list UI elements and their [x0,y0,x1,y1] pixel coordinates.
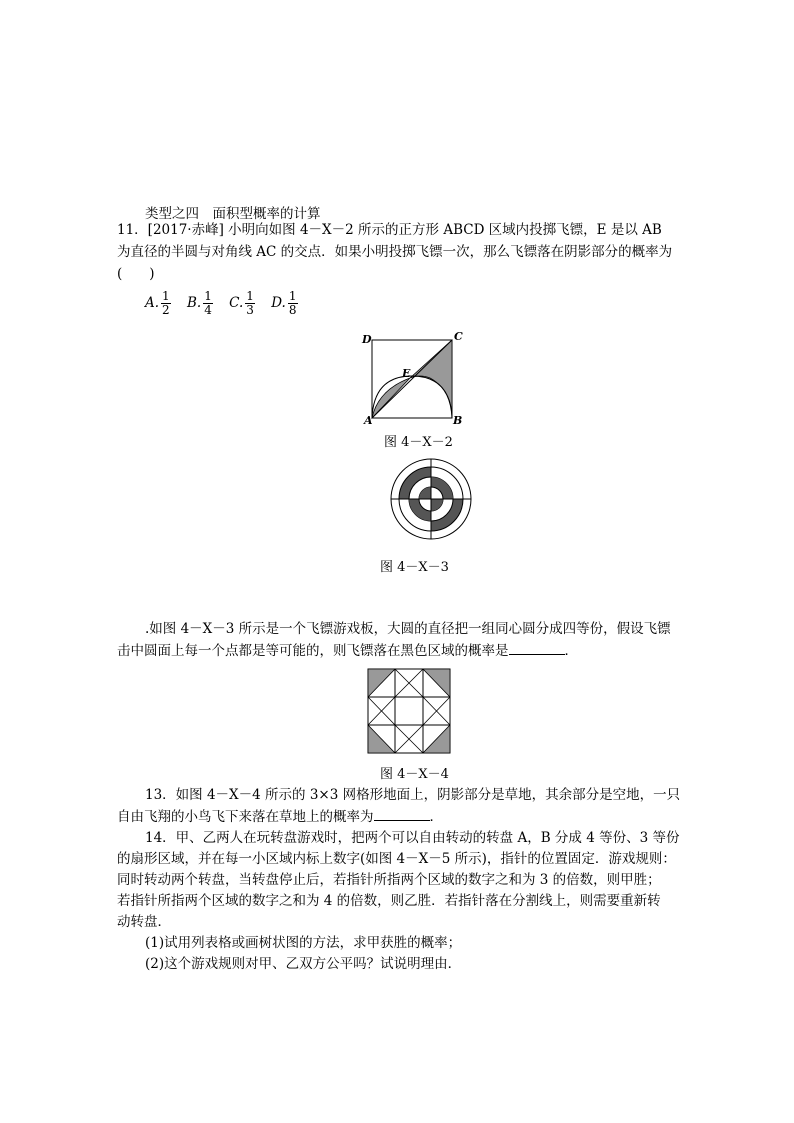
q11-line1: 11．[2017·赤峰] 小明向如图 4－X－2 所示的正方形 ABCD 区域内投掷飞镖，E 是以 AB [117,222,662,238]
label-d: D [362,333,372,346]
q14-line5: 动转盘． [117,914,171,930]
choice-d: D. $\frac{1}{8}$ [271,289,297,317]
q14-line1: 14．甲、乙两人在玩转盘游戏时，把两个可以自由转动的转盘 A，B 分成 4 等份、3 等份 [145,830,680,846]
q14-line3: 同时转动两个转盘，当转盘停止后，若指针所指两个区域的数字之和为 3 的倍数，则甲胜； [117,872,661,888]
q14-sub1: (1)试用列表格或画树状图的方法，求甲获胜的概率； [145,935,462,951]
q13-line1: 13．如图 4－X－4 所示的 3×3 网格形地面上，阴影部分是草地，其余部分是空地，一只 [145,787,681,803]
label-e: E [402,367,411,380]
q14-sub2: (2)这个游戏规则对甲、乙双方公平吗？试说明理由． [145,956,462,972]
label-a: A [364,414,373,426]
q12-line2: 击中圆面上每一个点都是等可能的，则飞镖落在黑色区域的概率是 ． [117,640,677,662]
q14-line4: 若指针所指两个区域的数字之和为 4 的倍数，则乙胜．若指针落在分割线上，则需要重新转 [117,893,661,909]
fraction: $\frac{1}{2}$ [162,289,170,317]
q13-line2: 自由飞翔的小鸟飞下来落在草地上的概率为 ． [117,806,677,828]
figure-4-x-3 [390,458,472,540]
choice-c: C. $\frac{1}{3}$ [229,289,254,317]
q11-line3: ( ) [117,266,155,282]
label-b: B [453,414,463,426]
figure-4-x-2 [360,330,470,426]
fraction: $\frac{1}{8}$ [288,289,297,317]
fig2-caption: 图 4－X－2 [384,435,453,450]
label-c: C [454,330,463,343]
q11-line2: 为直径的半圆与对角线 AC 的交点．如果小明投掷飞镖一次，那么飞镖落在阴影部分的概率为 [117,244,673,260]
choice-a: A. $\frac{1}{2}$ [145,289,170,317]
figure-4-x-4 [367,668,451,754]
fraction: $\frac{1}{4}$ [204,289,212,317]
q14-line2: 的扇形区域，并在每一小区域内标上数字(如图 4－X－5 所示)，指针的位置固定．游戏规则： [117,851,676,867]
answer-blank[interactable] [509,640,565,655]
fig4-caption: 图 4－X－4 [380,767,449,782]
answer-blank[interactable] [374,806,430,821]
fig3-caption: 图 4－X－3 [380,560,449,575]
section-heading: 类型之四 面积型概率的计算 [145,206,321,222]
fraction: $\frac{1}{3}$ [246,289,254,317]
choice-b: B. $\frac{1}{4}$ [186,289,212,317]
q12-line1: .如图 4－X－3 所示是一个飞镖游戏板，大圆的直径把一组同心圆分成四等份，假设飞镖 [145,621,671,637]
q11-choices [145,290,310,317]
